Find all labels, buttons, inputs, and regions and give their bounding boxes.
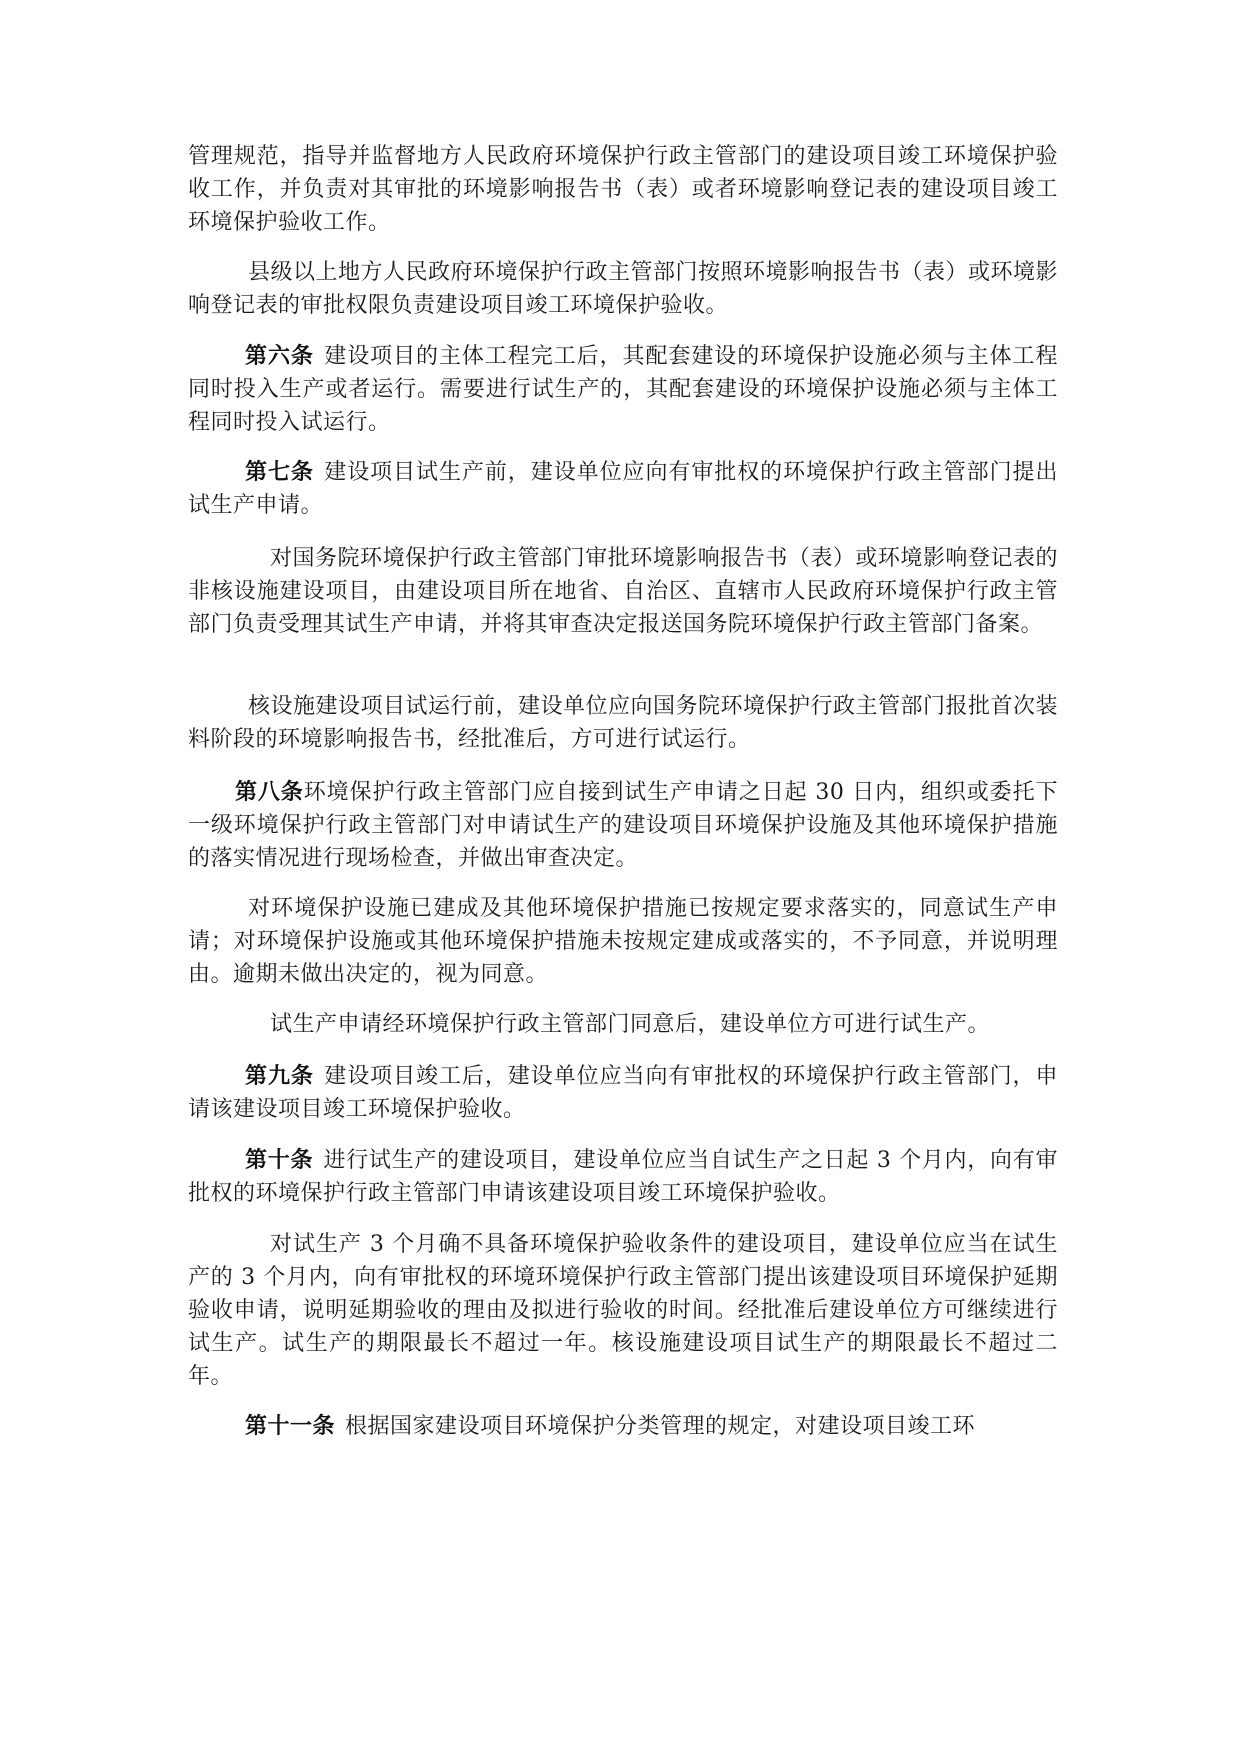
paragraph	[188, 1228, 1058, 1393]
article-paragraph	[188, 1144, 1058, 1210]
paragraph-text: 县级以上地方人民政府环境保护行政主管部门按照环境影响报告书（表）或环境影响登记表的审批权限负责建设项目竣工环境保护验收。	[188, 260, 1058, 318]
article-paragraph	[188, 1410, 1058, 1443]
paragraph-text: 环境保护行政主管部门应自接到试生产申请之日起 30 日内，组织或委托下一级环境保护行政主管部门对申请试生产的建设项目环境保护设施及其他环境保护措施的落实情况进行现场检查，并做出审查决定。	[188, 780, 1058, 871]
paragraph-text: 管理规范，指导并监督地方人民政府环境保护行政主管部门的建设项目竣工环境保护验收工作，并负责对其审批的环境影响报告书（表）或者环境影响登记表的建设项目竣工环境保护验收工作。	[188, 144, 1058, 235]
article-paragraph	[188, 456, 1058, 522]
paragraph-text: 核设施建设项目试运行前，建设单位应向国务院环境保护行政主管部门报批首次装料阶段的环境影响报告书，经批准后，方可进行试运行。	[188, 694, 1058, 752]
article-paragraph	[188, 340, 1058, 439]
article-heading: 第十条	[245, 1148, 314, 1173]
article-heading: 第七条	[245, 460, 314, 485]
paragraph	[188, 1008, 1058, 1041]
paragraph-text: 建设项目的主体工程完工后，其配套建设的环境保护设施必须与主体工程同时投入生产或者运行。需要进行试生产的，其配套建设的环境保护设施必须与主体工程同时投入试运行。	[188, 344, 1058, 435]
paragraph	[188, 892, 1058, 991]
paragraph-text: 对试生产 3 个月确不具备环境保护验收条件的建设项目，建设单位应当在试生产的 3 个月内，向有审批权的环境环境保护行政主管部门提出该建设项目环境保护延期验收申请，说明延期验收的理由及拟进行验收的时间。经批准后建设单位方可继续进行试生产。试生产的期限最长不超过一年。核设施建设项目试生产的期限最长不超过二年。	[188, 1232, 1058, 1389]
paragraph-text: 对国务院环境保护行政主管部门审批环境影响报告书（表）或环境影响登记表的非核设施建设项目，由建设项目所在地省、自治区、直辖市人民政府环境保护行政主管部门负责受理其试生产申请，并将其审查决定报送国务院环境保护行政主管部门备案。	[188, 546, 1058, 637]
paragraph	[188, 690, 1058, 756]
article-heading: 第六条	[245, 344, 314, 369]
paragraph	[188, 256, 1058, 322]
paragraph-text: 建设项目试生产前，建设单位应向有审批权的环境保护行政主管部门提出试生产申请。	[188, 460, 1058, 518]
article-paragraph	[188, 776, 1058, 875]
article-heading: 第八条	[235, 780, 304, 805]
article-heading: 第九条	[245, 1064, 314, 1089]
paragraph	[188, 542, 1058, 674]
paragraph-text: 建设项目竣工后，建设单位应当向有审批权的环境保护行政主管部门，申请该建设项目竣工环境保护验收。	[188, 1064, 1058, 1122]
paragraph-text: 根据国家建设项目环境保护分类管理的规定，对建设项目竣工环	[345, 1414, 976, 1439]
paragraph-text: 试生产申请经环境保护行政主管部门同意后，建设单位方可进行试生产。	[270, 1012, 991, 1037]
article-heading: 第十一条	[245, 1414, 336, 1439]
paragraph-text: 进行试生产的建设项目，建设单位应当自试生产之日起 3 个月内，向有审批权的环境保护行政主管部门申请该建设项目竣工环境保护验收。	[188, 1148, 1058, 1206]
article-paragraph	[188, 1060, 1058, 1126]
paragraph-text: 对环境保护设施已建成及其他环境保护措施已按规定要求落实的，同意试生产申请；对环境保护设施或其他环境保护措施未按规定建成或落实的，不予同意，并说明理由。逾期未做出决定的，视为同意。	[188, 896, 1058, 987]
paragraph	[188, 140, 1058, 239]
